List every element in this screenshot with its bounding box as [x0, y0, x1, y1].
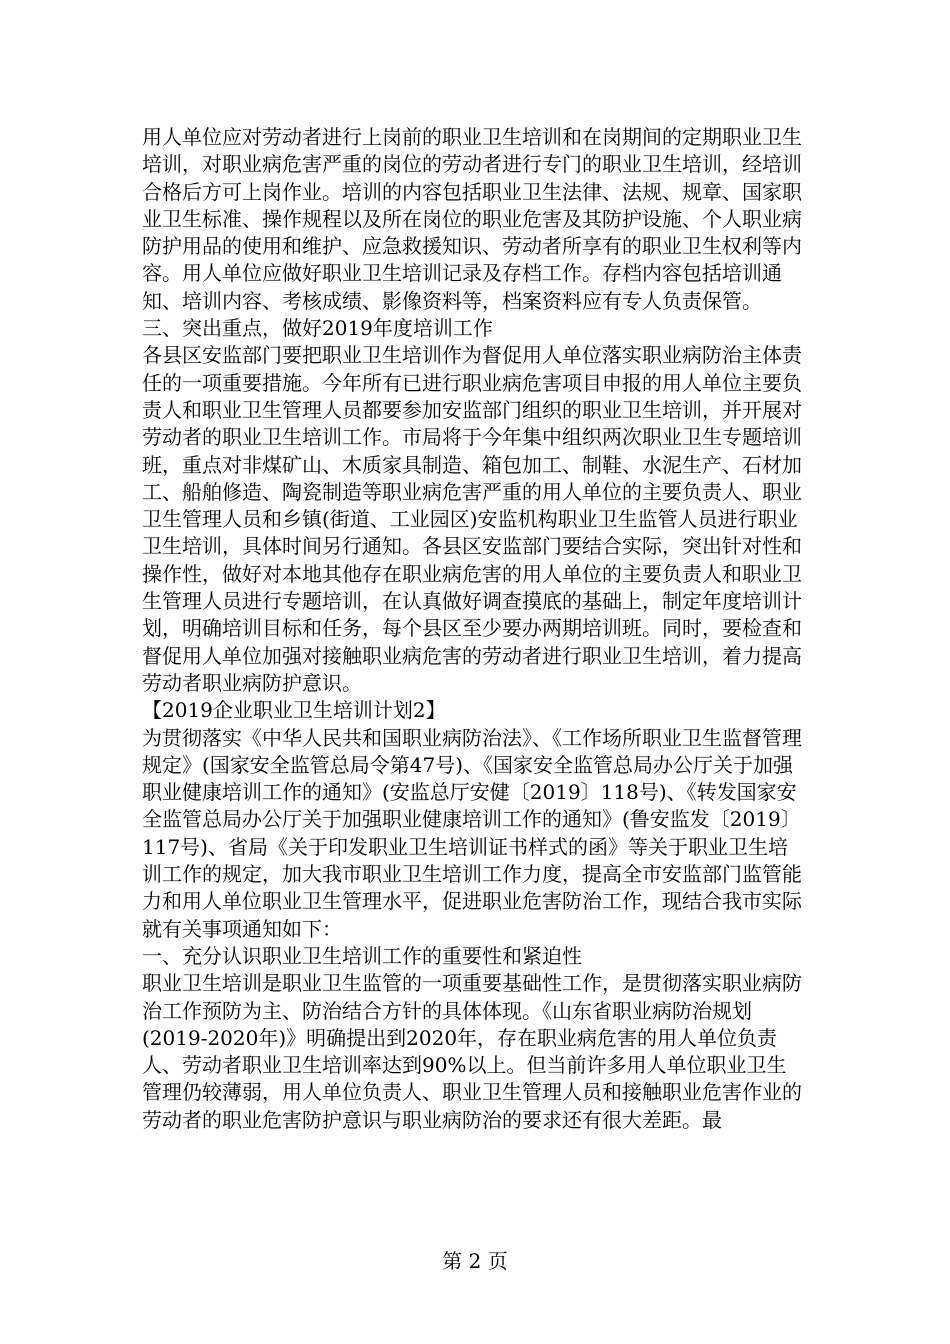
page-number: 第 2 页 — [442, 1249, 508, 1273]
paragraph-training-requirements: 用人单位应对劳动者进行上岗前的职业卫生培训和在岗期间的定期职业卫生培训，对职业病危害严重的岗位的劳动者进行专门的职业卫生培训，经培训合格后方可上岗作业。培训的内容包括职业卫生法律、法规、规章、国家职业卫生标准、操作规程以及所在岗位的职业危害及其防护设施、个人职业病防护用品的使用和维护、应急救援知识、劳动者所享有的职业卫生权利等内容。用人单位应做好职业卫生培训记录及存档工作。存档内容包括培训通知、培训内容、考核成绩、影像资料等，档案资料应有专人负责保管。 — [142, 125, 802, 313]
plan-title: 【2019企业职业卫生培训计划2】 — [142, 698, 446, 723]
paragraph-importance: 职业卫生培训是职业卫生监管的一项重要基础性工作，是贯彻落实职业病防治工作预防为主、防治结合方针的具体体现。《山东省职业病防治规划(2019-2020年)》明确提出到2020年，存在职业病危害的用人单位负责人、劳动者职业卫生培训率达到90%以上。但当前许多用人单位职业卫生管理仍较薄弱，用人单位负责人、职业卫生管理人员和接触职业危害作业的劳动者的职业危害防护意识与职业病防治的要求还有很大差距。最 — [142, 971, 802, 1132]
paragraph-key-training-work: 各县区安监部门要把职业卫生培训作为督促用人单位落实职业病防治主体责任的一项重要措施。今年所有已进行职业病危害项目申报的用人单位主要负责人和职业卫生管理人员都要参加安监部门组织的职业卫生培训，并开展对劳动者的职业卫生培训工作。市局将于今年集中组织两次职业卫生专题培训班，重点对非煤矿山、木质家具制造、箱包加工、制鞋、水泥生产、石材加工、船舶修造、陶瓷制造等职业病危害严重的用人单位的主要负责人、职业卫生管理人员和乡镇(街道、工业园区)安监机构职业卫生监管人员进行职业卫生培训，具体时间另行通知。各县区安监部门要结合实际，突出针对性和操作性，做好对本地其他存在职业病危害的用人单位的主要负责人和职业卫生管理人员进行专题培训，在认真做好调查摸底的基础上，制定年度培训计划，明确培训目标和任务，每个县区至少要办两期培训班。同时，要检查和督促用人单位加强对接触职业病危害的劳动者进行职业卫生培训，着力提高劳动者职业病防护意识。 — [142, 343, 802, 695]
section-heading-1: 一、充分认识职业卫生培训工作的重要性和紧迫性 — [142, 943, 582, 968]
paragraph-notice-intro: 为贯彻落实《中华人民共和国职业病防治法》、《工作场所职业卫生监督管理规定》(国家安全监管总局令第47号)、《国家安全监管总局办公厅关于加强职业健康培训工作的通知》(安监总厅安健〔2019〕118号)、《转发国家安全监管总局办公厅关于加强职业健康培训工作的通知》(鲁安监发〔2019〕117号)、省局《关于印发职业卫生培训证书样式的函》等关于职业卫生培训工作的规定，加大我市职业卫生培训工作力度，提高全市安监部门监管能力和用人单位职业卫生管理水平，促进职业危害防治工作，现结合我市实际就有关事项通知如下： — [142, 725, 802, 941]
section-heading-3: 三、突出重点，做好2019年度培训工作 — [142, 316, 493, 341]
document-body — [142, 124, 802, 1134]
